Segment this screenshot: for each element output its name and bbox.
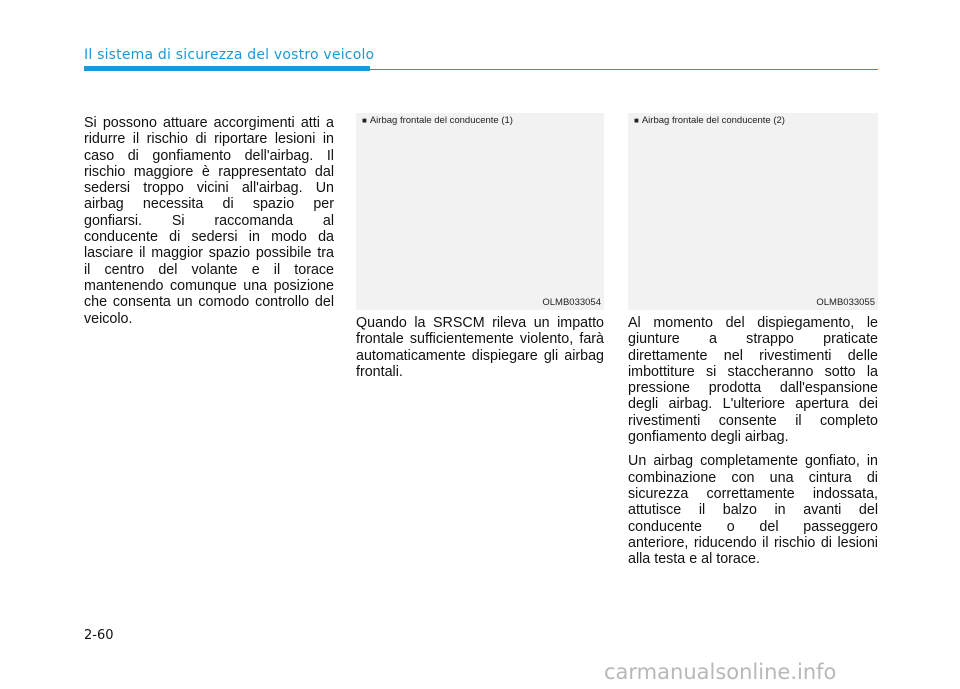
page-number: 2-60 [84,628,114,643]
section-title: Il sistema di sicurezza del vostro veicolo [84,47,375,63]
figure-caption-text: Airbag frontale del conducente (2) [641,115,785,126]
body-paragraph: Quando la SRSCM rileva un impatto frontale sufficientemente violento, farà automaticamente dispiegare gli airbag frontali. [356,315,604,380]
square-bullet-icon: ■ [634,116,639,125]
right-column [628,315,878,575]
figure-caption [362,115,513,126]
square-bullet-icon: ■ [362,116,367,125]
figure-code: OLMB033054 [542,297,601,308]
watermark: carmanualsonline.info [604,660,837,684]
section-rule [370,69,878,70]
figure-caption-text: Airbag frontale del conducente (1) [369,115,513,126]
middle-column [356,315,604,388]
body-paragraph: Al momento del dispiegamento, le giunture a strappo praticate direttamente nel rivestimenti delle imbottiture si staccheranno sotto la pressione prodotta dall'espansione degli airbag. L'ulteriore apertura dei rivestimenti consente il completo gonfiamento degli airbag. [628,315,878,446]
figure-code: OLMB033055 [816,297,875,308]
section-title-underline [84,66,370,71]
figure-airbag-2 [628,113,878,310]
left-column [84,115,334,335]
body-paragraph: Un airbag completamente gonfiato, in combinazione con una cintura di sicurezza correttamente indossata, attutisce il balzo in avanti del conducente o del passeggero anteriore, riducendo il rischio di lesioni alla testa e al torace. [628,453,878,568]
body-paragraph: Si possono attuare accorgimenti atti a ridurre il rischio di riportare lesioni in caso di gonfiamento dell'airbag. Il rischio maggiore è rappresentato dal sedersi troppo vicini all'airbag. Un airbag necessita di spazio per gonfiarsi. Si raccomanda al conducente di sedersi in modo da lasciare il maggior spazio possibile tra il centro del volante e il torace mantenendo comunque una posizione che consenta un comodo controllo del veicolo. [84,115,334,327]
figure-caption [634,115,785,126]
figure-airbag-1 [356,113,604,310]
